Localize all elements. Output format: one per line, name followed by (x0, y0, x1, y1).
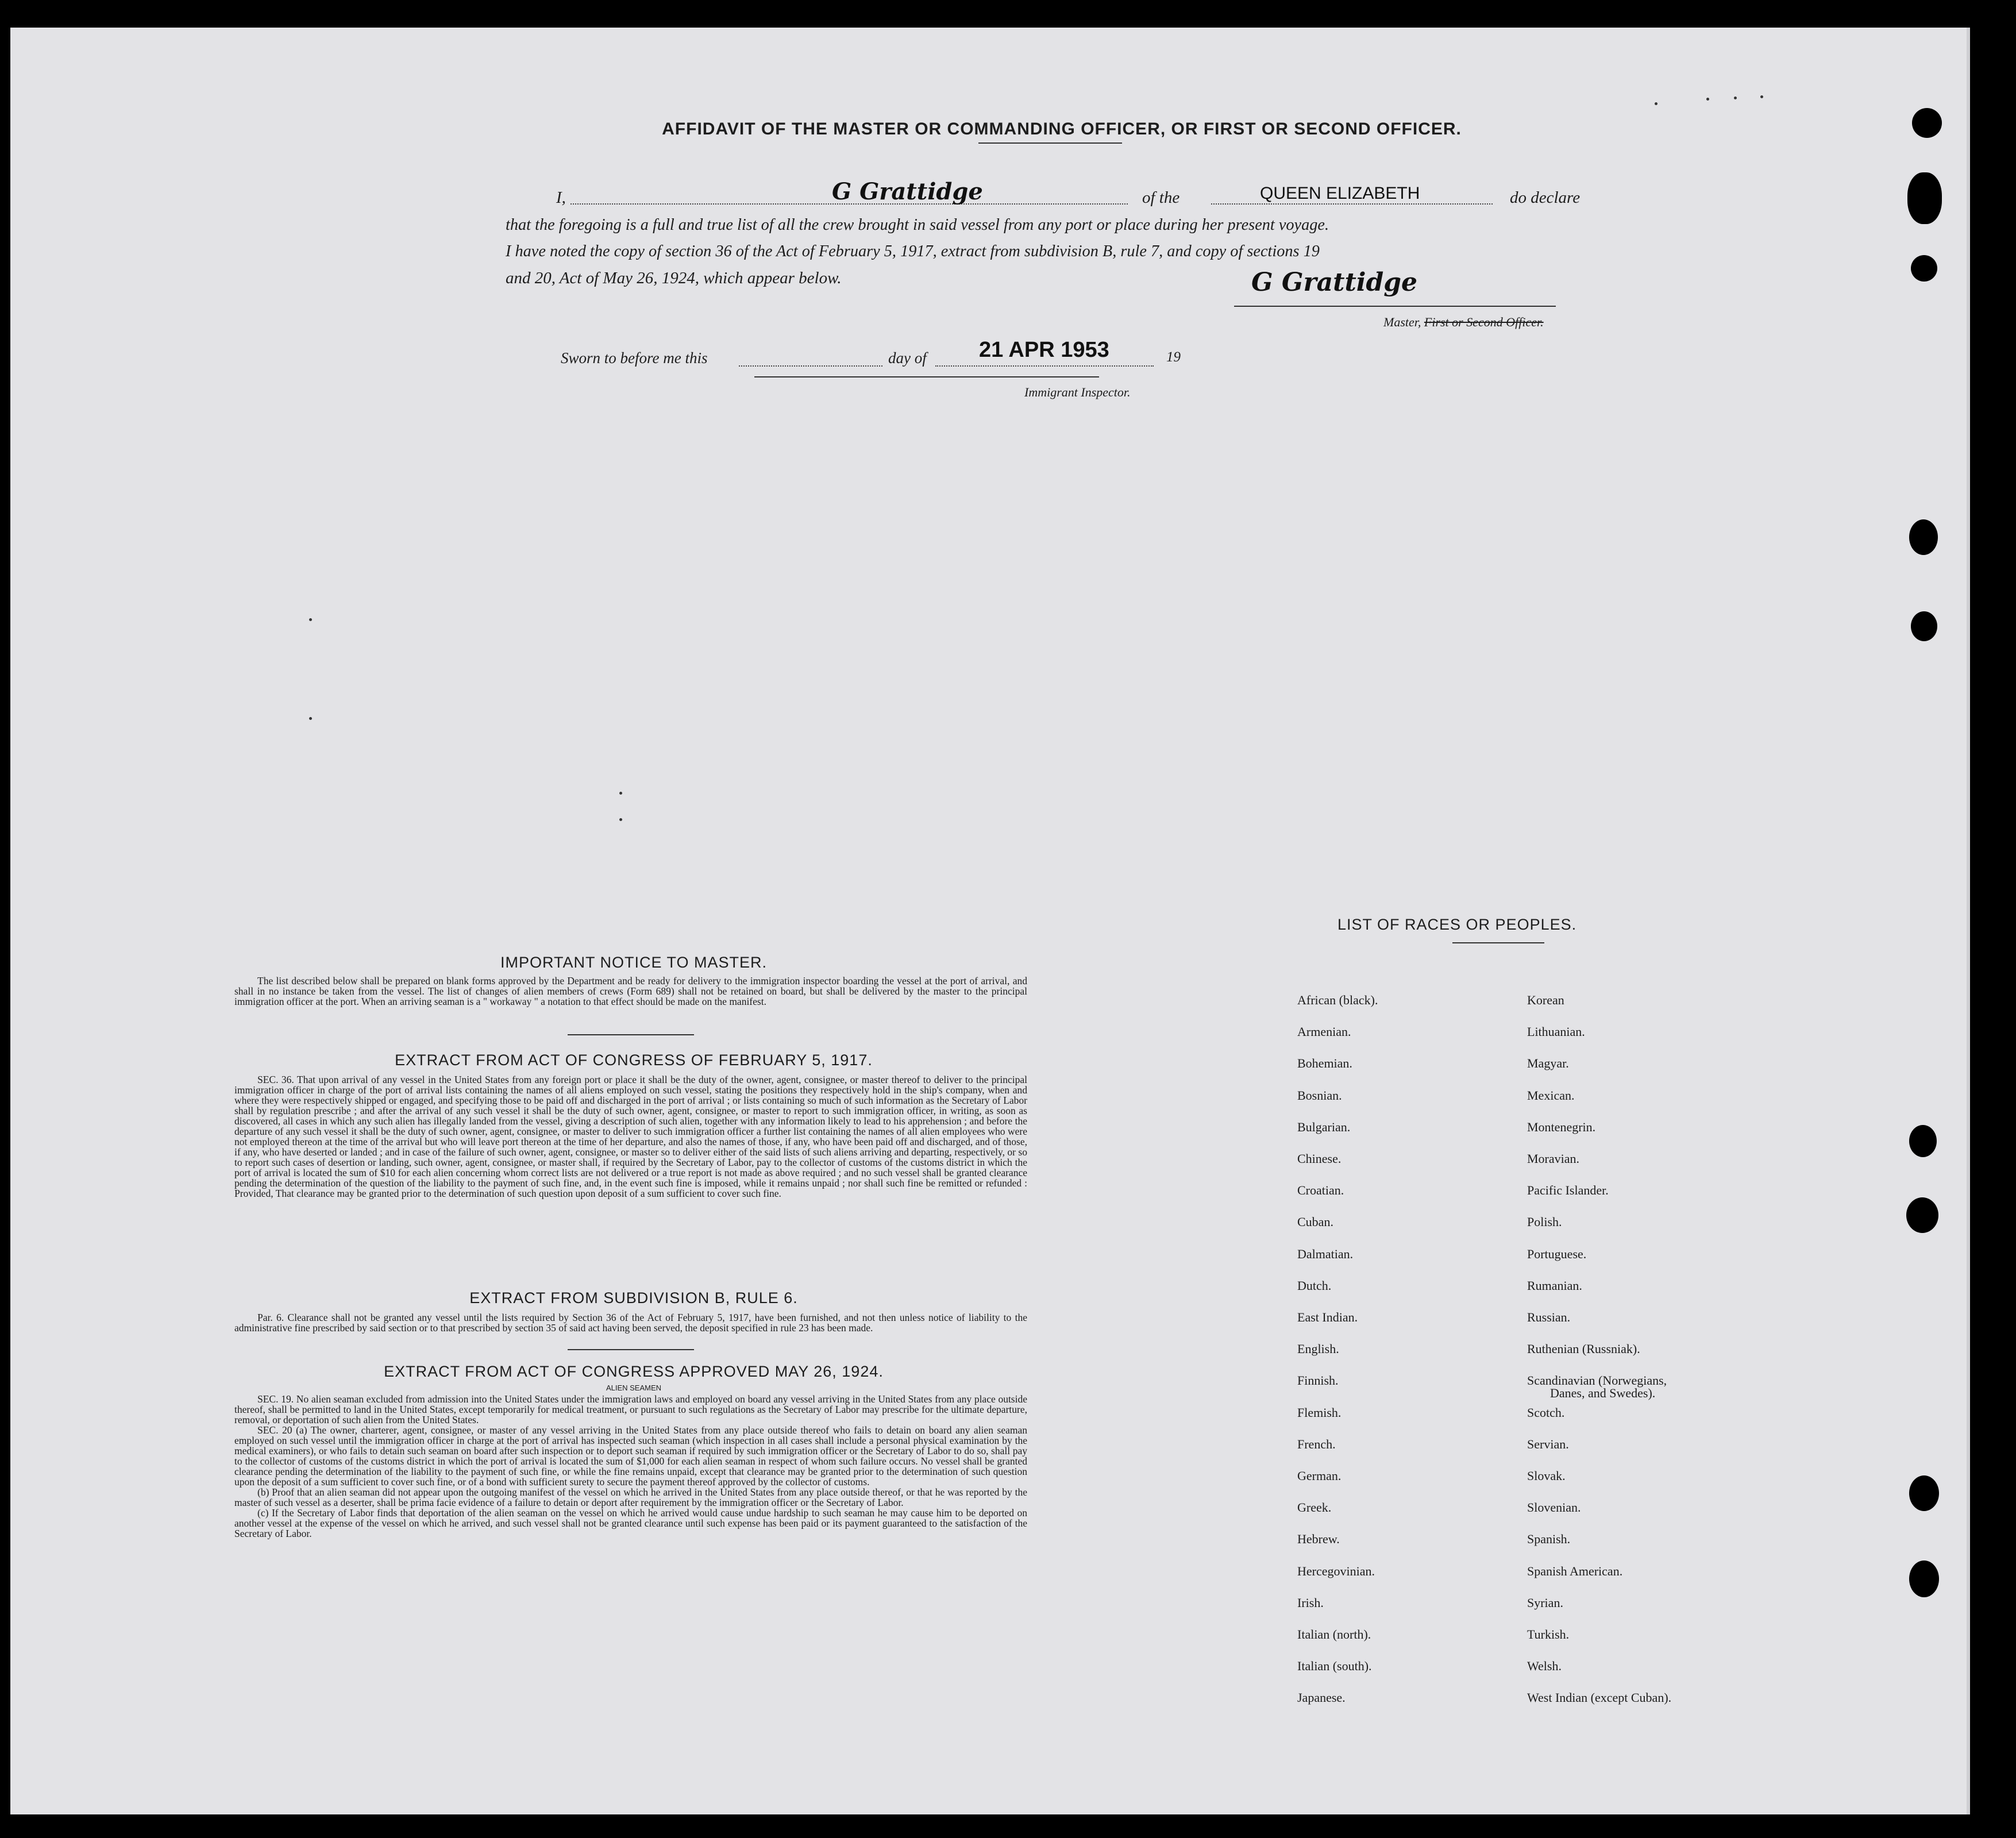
i-label: I, (556, 188, 566, 207)
race-item-right: Scandinavian (Norwegians, (1527, 1373, 1667, 1388)
affidavit-title: AFFIDAVIT OF THE MASTER OR COMMANDING OFFICER, OR FIRST OR SECOND OFFICER. (662, 120, 1462, 138)
document-sheet (10, 28, 1970, 1814)
punch-hole-5 (1911, 611, 1937, 641)
master-caption (1383, 315, 1544, 330)
race-item-right: Rumanian. (1527, 1278, 1582, 1293)
race-item-left: East Indian. (1297, 1310, 1358, 1324)
sworn-month-line (935, 365, 1154, 367)
race-item-left: English. (1297, 1342, 1339, 1357)
declarant-signature: G Grattidge (832, 178, 983, 205)
extract-rule6-title: EXTRACT FROM SUBDIVISION B, RULE 6. (469, 1289, 798, 1307)
punch-hole-1 (1912, 108, 1942, 138)
notice-title: IMPORTANT NOTICE TO MASTER. (500, 954, 768, 971)
race-item-right: Pacific Islander. (1527, 1183, 1609, 1198)
race-item-left: Flemish. (1297, 1405, 1342, 1420)
race-item-right: Lithuanian. (1527, 1024, 1585, 1039)
race-item-left: Bosnian. (1297, 1088, 1342, 1103)
punch-hole-7 (1906, 1197, 1938, 1233)
race-item-right: Moravian. (1527, 1151, 1580, 1166)
affidavit-line-4: and 20, Act of May 26, 1924, which appear below. (506, 269, 842, 287)
races-title: LIST OF RACES OR PEOPLES. (1337, 916, 1577, 933)
race-item-right: Portuguese. (1527, 1246, 1587, 1261)
race-item-right: Spanish. (1527, 1532, 1571, 1547)
sec20a-paragraph: SEC. 20 (a) The owner, charterer, agent, consignee, or master of any vessel arriving in the United States from any place outside thereof who fails to detain on board any alien seaman employed on such vessel until the immigration officer in charge at the port of arrival has inspected such seaman (which inspection in all cases shall include a personal physical examination by the medical examiners), or who fails to detain such seaman on board after such inspection or to deport such seaman if required by such immigration officer or the Secretary of Labor to do so, shall pay to the collector of customs of the customs district in which the port of arrival is located the sum of $1,000 for each alien seaman in respect of whom such failure occurs. No vessel shall be granted clearance pending the determination of the liability to the payment of such fine, or while the fine remains unpaid, except that clearance may be granted prior to the determination of such question upon the deposit of a sum sufficient to cover such fine, or of a bond with sufficient surety to secure the payment thereof approved by the collector of customs. (234, 1424, 1027, 1488)
race-item-right: Polish. (1527, 1215, 1562, 1230)
extract-1924-body (234, 1394, 1027, 1539)
race-item-right: Montenegrin. (1527, 1119, 1596, 1134)
affidavit-line-3: I have noted the copy of section 36 of the Act of February 5, 1917, extract from subdivision B, rule 7, and copy of sections 19 (506, 242, 1320, 260)
of-the-label: of the (1142, 188, 1180, 207)
sec20c-paragraph: (c) If the Secretary of Labor finds that deportation of the alien seaman on the vessel on which he arrived would cause undue hardship to such seaman he may cause him to be deported on another vessel at the expense of the vessel on which he arrived, and such vessel shall not be granted clearance until such expense has been paid or its payment guaranteed to the satisfaction of the Secretary of Labor. (234, 1507, 1027, 1539)
race-item-right: Korean (1527, 993, 1564, 1007)
race-item-right: West Indian (except Cuban). (1527, 1690, 1672, 1705)
race-item-left: Dalmatian. (1297, 1246, 1354, 1261)
sec19-paragraph: SEC. 19. No alien seaman excluded from admission into the United States under the immigration laws and employed on board any vessel arriving in the United States from any place outside thereof, shall be permitted to land in the United States, except temporarily for medical treatment, or pursuant to such regulations as the Secretary of Labor may prescribe for the ultimate departure, removal, or deportation of such alien from the United States. (234, 1393, 1027, 1425)
race-item-right: Mexican. (1527, 1088, 1575, 1103)
race-item-right: Spanish American. (1527, 1563, 1623, 1578)
extract-1917-body: SEC. 36. That upon arrival of any vessel in the United States from any foreign port or place it shall be the duty of the owner, agent, consignee, or master thereof to deliver to the principal immigration officer in charge of the port of arrival lists containing the names of all aliens employed on such vessel, stating the positions they respectively hold in the ship's company, when and where they were respectively shipped or engaged, and specifying those to be paid off and discharged in the port of arrival ; or lists containing so much of such information as the Secretary of Labor shall by regulation prescribe ; and after the arrival of any such vessel it shall be the duty of such owner, agent, consignee, or master to report to such immigration officer, in writing, as soon as discovered, all cases in which any such alien has illegally landed from the vessel, giving a description of such alien, together with any information likely to lead to his apprehension ; and before the departure of any such vessel it shall be the duty of such owner, agent, consignee, or master to deliver to such immigration officer a further list containing the names of all alien employees who were not employed thereon at the time of the arrival but who will leave port thereon at the time of her departure, and also the names of those, if any, who have been paid off and discharged, and of those, if any, who have deserted or landed ; and in case of the failure of such owner, agent, consignee, or master so to deliver either of the said lists of such aliens arriving and departing, respectively, or so to report such cases of desertion or landing, such owner, agent, consignee, or master shall, if required by the Secretary of Labor, pay to the collector of customs of the customs district in which the port of arrival is located the sum of $10 for each alien concerning whom correct lists are not delivered or a true report is not made as above required ; and no such vessel shall be granted clearance pending the determination of the question of the liability to the payment of such fine, and, in the event such fine is imposed, while it remains unpaid ; nor shall such fine be remitted or refunded : Provided, That clearance may be granted prior to the determination of such question upon deposit of a sum sufficient to cover such fine. (234, 1074, 1027, 1199)
inspector-signature-line (754, 376, 1099, 377)
race-item-left: Dutch. (1297, 1278, 1332, 1293)
race-item-left: Chinese. (1297, 1151, 1342, 1166)
sworn-label: Sworn to before me this (561, 349, 708, 367)
affidavit-line-2: that the foregoing is a full and true list of all the crew brought in said vessel from any port or place during her present voyage. (506, 216, 1329, 234)
sec20b-paragraph: (b) Proof that an alien seaman did not appear upon the outgoing manifest of the vessel on which he arrived in the United States from any place outside thereof, or that he was reported by the master of such vessel as a deserter, shall be prima facie evidence of a failure to detain or deport after requirement by the immigration officer or the Secretary of Labor. (234, 1486, 1027, 1508)
day-of-label: day of (888, 349, 927, 367)
scan-mark-4 (619, 818, 622, 821)
scan-mark-6 (1706, 98, 1709, 101)
scan-mark-8 (1760, 95, 1763, 98)
races-title-rule (1452, 942, 1544, 943)
inspector-label: Immigrant Inspector. (1024, 385, 1131, 399)
race-item-left: Italian (north). (1297, 1627, 1371, 1642)
race-item-right: Scotch. (1527, 1405, 1565, 1420)
sworn-day-line (739, 365, 882, 367)
scan-mark-3 (619, 792, 622, 795)
punch-hole-6 (1909, 1125, 1937, 1157)
scan-mark-7 (1734, 97, 1737, 99)
race-item-right: Russian. (1527, 1310, 1571, 1324)
scan-mark-5 (1655, 102, 1657, 105)
struck-officer-label: First or Second Officer. (1424, 315, 1544, 329)
scan-mark-1 (309, 618, 312, 621)
race-item-left: German. (1297, 1469, 1342, 1483)
rule6-rule (568, 1349, 694, 1350)
punch-hole-4 (1909, 519, 1938, 555)
do-declare-label: do declare (1510, 188, 1581, 207)
master-signature-line (1234, 306, 1556, 307)
punch-hole-3 (1911, 255, 1937, 282)
year-prefix: 19 (1166, 349, 1181, 365)
scan-mark-2 (309, 717, 312, 720)
punch-hole-8 (1909, 1475, 1939, 1511)
master-label: Master, (1383, 315, 1421, 329)
notice-rule (568, 1034, 694, 1035)
race-item-right: Welsh. (1527, 1659, 1562, 1674)
vessel-name: QUEEN ELIZABETH (1260, 184, 1420, 203)
race-item-left: Croatian. (1297, 1183, 1344, 1198)
extract-1917-title: EXTRACT FROM ACT OF CONGRESS OF FEBRUARY 5, 1917. (395, 1051, 873, 1069)
punch-hole-9 (1909, 1560, 1939, 1597)
race-item-right: Servian. (1527, 1436, 1569, 1451)
affidavit-title-underline (978, 142, 1122, 144)
date-stamp: 21 APR 1953 (979, 338, 1109, 362)
alien-seamen-subtitle: ALIEN SEAMEN (606, 1384, 662, 1392)
vessel-field-line (1211, 203, 1493, 205)
race-item-continuation: Danes, and Swedes). (1550, 1386, 1656, 1401)
race-item-right: Turkish. (1527, 1627, 1570, 1642)
race-item-left: Hercegovinian. (1297, 1563, 1375, 1578)
race-item-left: Bohemian. (1297, 1056, 1352, 1071)
notice-body: The list described below shall be prepared on blank forms approved by the Department and be ready for delivery to the immigration inspector boarding the vessel at the port of arrival, and shall in no instance be taken from the vessel. The list of changes of alien members of crews (Form 689) shall not be retained on board, but shall be delivered by the master to the principal immigration officer at the port. When an arriving seaman is a " workaway " a notation to that effect should be made on the manifest. (234, 975, 1027, 1007)
extract-1924-title: EXTRACT FROM ACT OF CONGRESS APPROVED MAY 26, 1924. (384, 1363, 884, 1380)
race-item-right: Slovenian. (1527, 1500, 1581, 1515)
race-item-left: French. (1297, 1436, 1336, 1451)
race-item-right: Slovak. (1527, 1469, 1566, 1483)
race-item-left: Greek. (1297, 1500, 1332, 1515)
race-item-left: African (black). (1297, 993, 1378, 1007)
race-item-right: Magyar. (1527, 1056, 1569, 1071)
master-signature: G Grattidge (1251, 268, 1418, 297)
race-item-left: Hebrew. (1297, 1532, 1340, 1547)
race-item-right: Ruthenian (Russniak). (1527, 1342, 1640, 1357)
race-item-left: Italian (south). (1297, 1659, 1372, 1674)
race-item-left: Armenian. (1297, 1024, 1351, 1039)
race-item-left: Japanese. (1297, 1690, 1346, 1705)
race-item-left: Irish. (1297, 1595, 1324, 1610)
extract-rule6-body: Par. 6. Clearance shall not be granted any vessel until the lists required by Section 36 of the Act of February 5, 1917, have been furnished, and not then unless notice of liability to the administrative fine prescribed by said section or to that prescribed by section 35 of said act having been served, the deposit specified in rule 23 has been made. (234, 1312, 1027, 1334)
race-item-left: Bulgarian. (1297, 1119, 1351, 1134)
race-item-left: Cuban. (1297, 1215, 1333, 1230)
race-item-left: Finnish. (1297, 1373, 1339, 1388)
punch-hole-2 (1907, 172, 1942, 224)
race-item-right: Syrian. (1527, 1595, 1563, 1610)
